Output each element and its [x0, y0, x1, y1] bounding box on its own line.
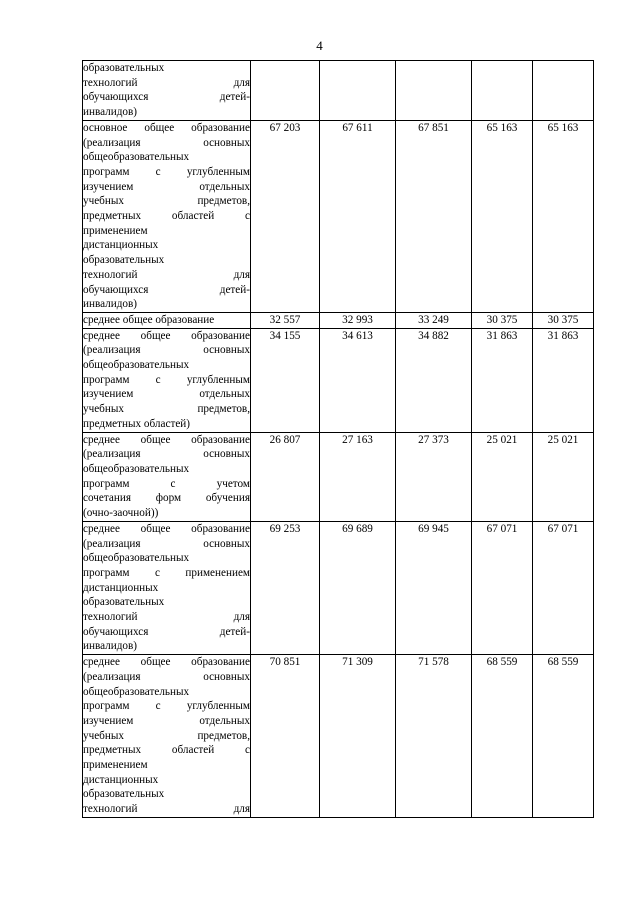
value-cell	[320, 61, 396, 121]
value-cell: 30 375	[472, 312, 533, 328]
description-line: общеобразовательных	[83, 462, 190, 475]
value-cell: 32 993	[320, 312, 396, 328]
description-line: технологий для	[83, 76, 250, 89]
value-cell	[396, 61, 472, 121]
value-cell: 67 851	[396, 120, 472, 312]
value-cell: 32 557	[251, 312, 320, 328]
description-line: (реализация основных	[83, 670, 250, 683]
table-row	[83, 61, 594, 121]
description-line: обучающихся детей-	[83, 625, 250, 638]
value-cell: 69 945	[396, 521, 472, 654]
description-line: среднее общее образование	[83, 656, 250, 669]
description-line: (реализация основных	[83, 136, 250, 149]
table-body	[83, 61, 594, 818]
description-line: сочетания форм обучения	[83, 492, 250, 505]
description-line: предметных областей с	[83, 744, 250, 757]
description-line: программ с учетом	[83, 477, 250, 490]
value-cell: 70 851	[251, 655, 320, 818]
funding-table	[82, 60, 594, 818]
value-cell: 67 071	[472, 521, 533, 654]
description-line: инвалидов)	[83, 298, 138, 311]
description-line: общеобразовательных	[83, 552, 190, 565]
value-cell: 33 249	[396, 312, 472, 328]
value-cell: 65 163	[533, 120, 594, 312]
description-line: образовательных	[83, 596, 165, 609]
value-cell: 27 163	[320, 432, 396, 521]
table-row	[83, 120, 594, 312]
value-cell: 31 863	[533, 328, 594, 432]
value-cell: 71 578	[396, 655, 472, 818]
row-description-cell	[83, 61, 251, 121]
table-row	[83, 312, 594, 328]
description-line: среднее общее образование	[83, 313, 215, 326]
table-row	[83, 521, 594, 654]
description-line: (реализация основных	[83, 448, 250, 461]
description-line: общеобразовательных	[83, 151, 190, 164]
description-line: обучающихся детей-	[83, 283, 250, 296]
value-cell: 25 021	[472, 432, 533, 521]
description-line: (очно-заочной))	[83, 507, 159, 520]
description-line: инвалидов)	[83, 106, 138, 119]
description-line: технологий для	[83, 803, 250, 816]
description-line: среднее общее образование	[83, 433, 250, 446]
value-cell: 71 309	[320, 655, 396, 818]
description-line: общеобразовательных	[83, 685, 190, 698]
description-line: дистанционных	[83, 239, 159, 252]
value-cell: 69 253	[251, 521, 320, 654]
description-line: (реализация основных	[83, 344, 250, 357]
description-line: технологий для	[83, 268, 250, 281]
description-line: программ с применением	[83, 566, 250, 579]
description-line: дистанционных	[83, 581, 159, 594]
description-line: основное общее образование	[83, 121, 250, 134]
description-line: технологий для	[83, 611, 250, 624]
value-cell: 69 689	[320, 521, 396, 654]
description-line: изучением отдельных	[83, 388, 250, 401]
description-line: обучающихся детей-	[83, 91, 250, 104]
value-cell: 34 613	[320, 328, 396, 432]
value-cell: 34 882	[396, 328, 472, 432]
row-description-cell	[83, 432, 251, 521]
value-cell: 68 559	[533, 655, 594, 818]
value-cell: 27 373	[396, 432, 472, 521]
value-cell: 31 863	[472, 328, 533, 432]
value-cell	[472, 61, 533, 121]
description-line: образовательных	[83, 62, 165, 74]
value-cell: 26 807	[251, 432, 320, 521]
description-line: применением	[83, 224, 148, 237]
page-number: 4	[316, 38, 323, 53]
description-line: образовательных	[83, 254, 165, 267]
description-line: учебных предметов,	[83, 195, 250, 208]
description-line: среднее общее образование	[83, 329, 250, 342]
description-line: изучением отдельных	[83, 714, 250, 727]
value-cell	[533, 61, 594, 121]
description-line: предметных областей с	[83, 210, 250, 223]
description-line: предметных областей)	[83, 417, 191, 430]
row-description-cell	[83, 655, 251, 818]
description-line: программ с углубленным	[83, 700, 250, 713]
row-description-cell	[83, 120, 251, 312]
description-line: инвалидов)	[83, 640, 138, 653]
description-line: образовательных	[83, 788, 165, 801]
description-line: учебных предметов,	[83, 403, 250, 416]
description-line: дистанционных	[83, 773, 159, 786]
row-description-cell	[83, 328, 251, 432]
row-description-cell	[83, 521, 251, 654]
value-cell: 25 021	[533, 432, 594, 521]
value-cell: 65 163	[472, 120, 533, 312]
value-cell: 34 155	[251, 328, 320, 432]
description-line: изучением отдельных	[83, 180, 250, 193]
value-cell: 67 203	[251, 120, 320, 312]
description-line: среднее общее образование	[83, 522, 250, 535]
value-cell: 68 559	[472, 655, 533, 818]
table-row	[83, 328, 594, 432]
description-line: учебных предметов,	[83, 729, 250, 742]
description-line: применением	[83, 759, 148, 772]
description-line: программ с углубленным	[83, 373, 250, 386]
description-line: программ с углубленным	[83, 165, 250, 178]
description-line: общеобразовательных	[83, 359, 190, 372]
value-cell: 67 071	[533, 521, 594, 654]
value-cell	[251, 61, 320, 121]
description-line: (реализация основных	[83, 537, 250, 550]
row-description-cell	[83, 312, 251, 328]
value-cell: 67 611	[320, 120, 396, 312]
table-row	[83, 432, 594, 521]
value-cell: 30 375	[533, 312, 594, 328]
table-row	[83, 655, 594, 818]
